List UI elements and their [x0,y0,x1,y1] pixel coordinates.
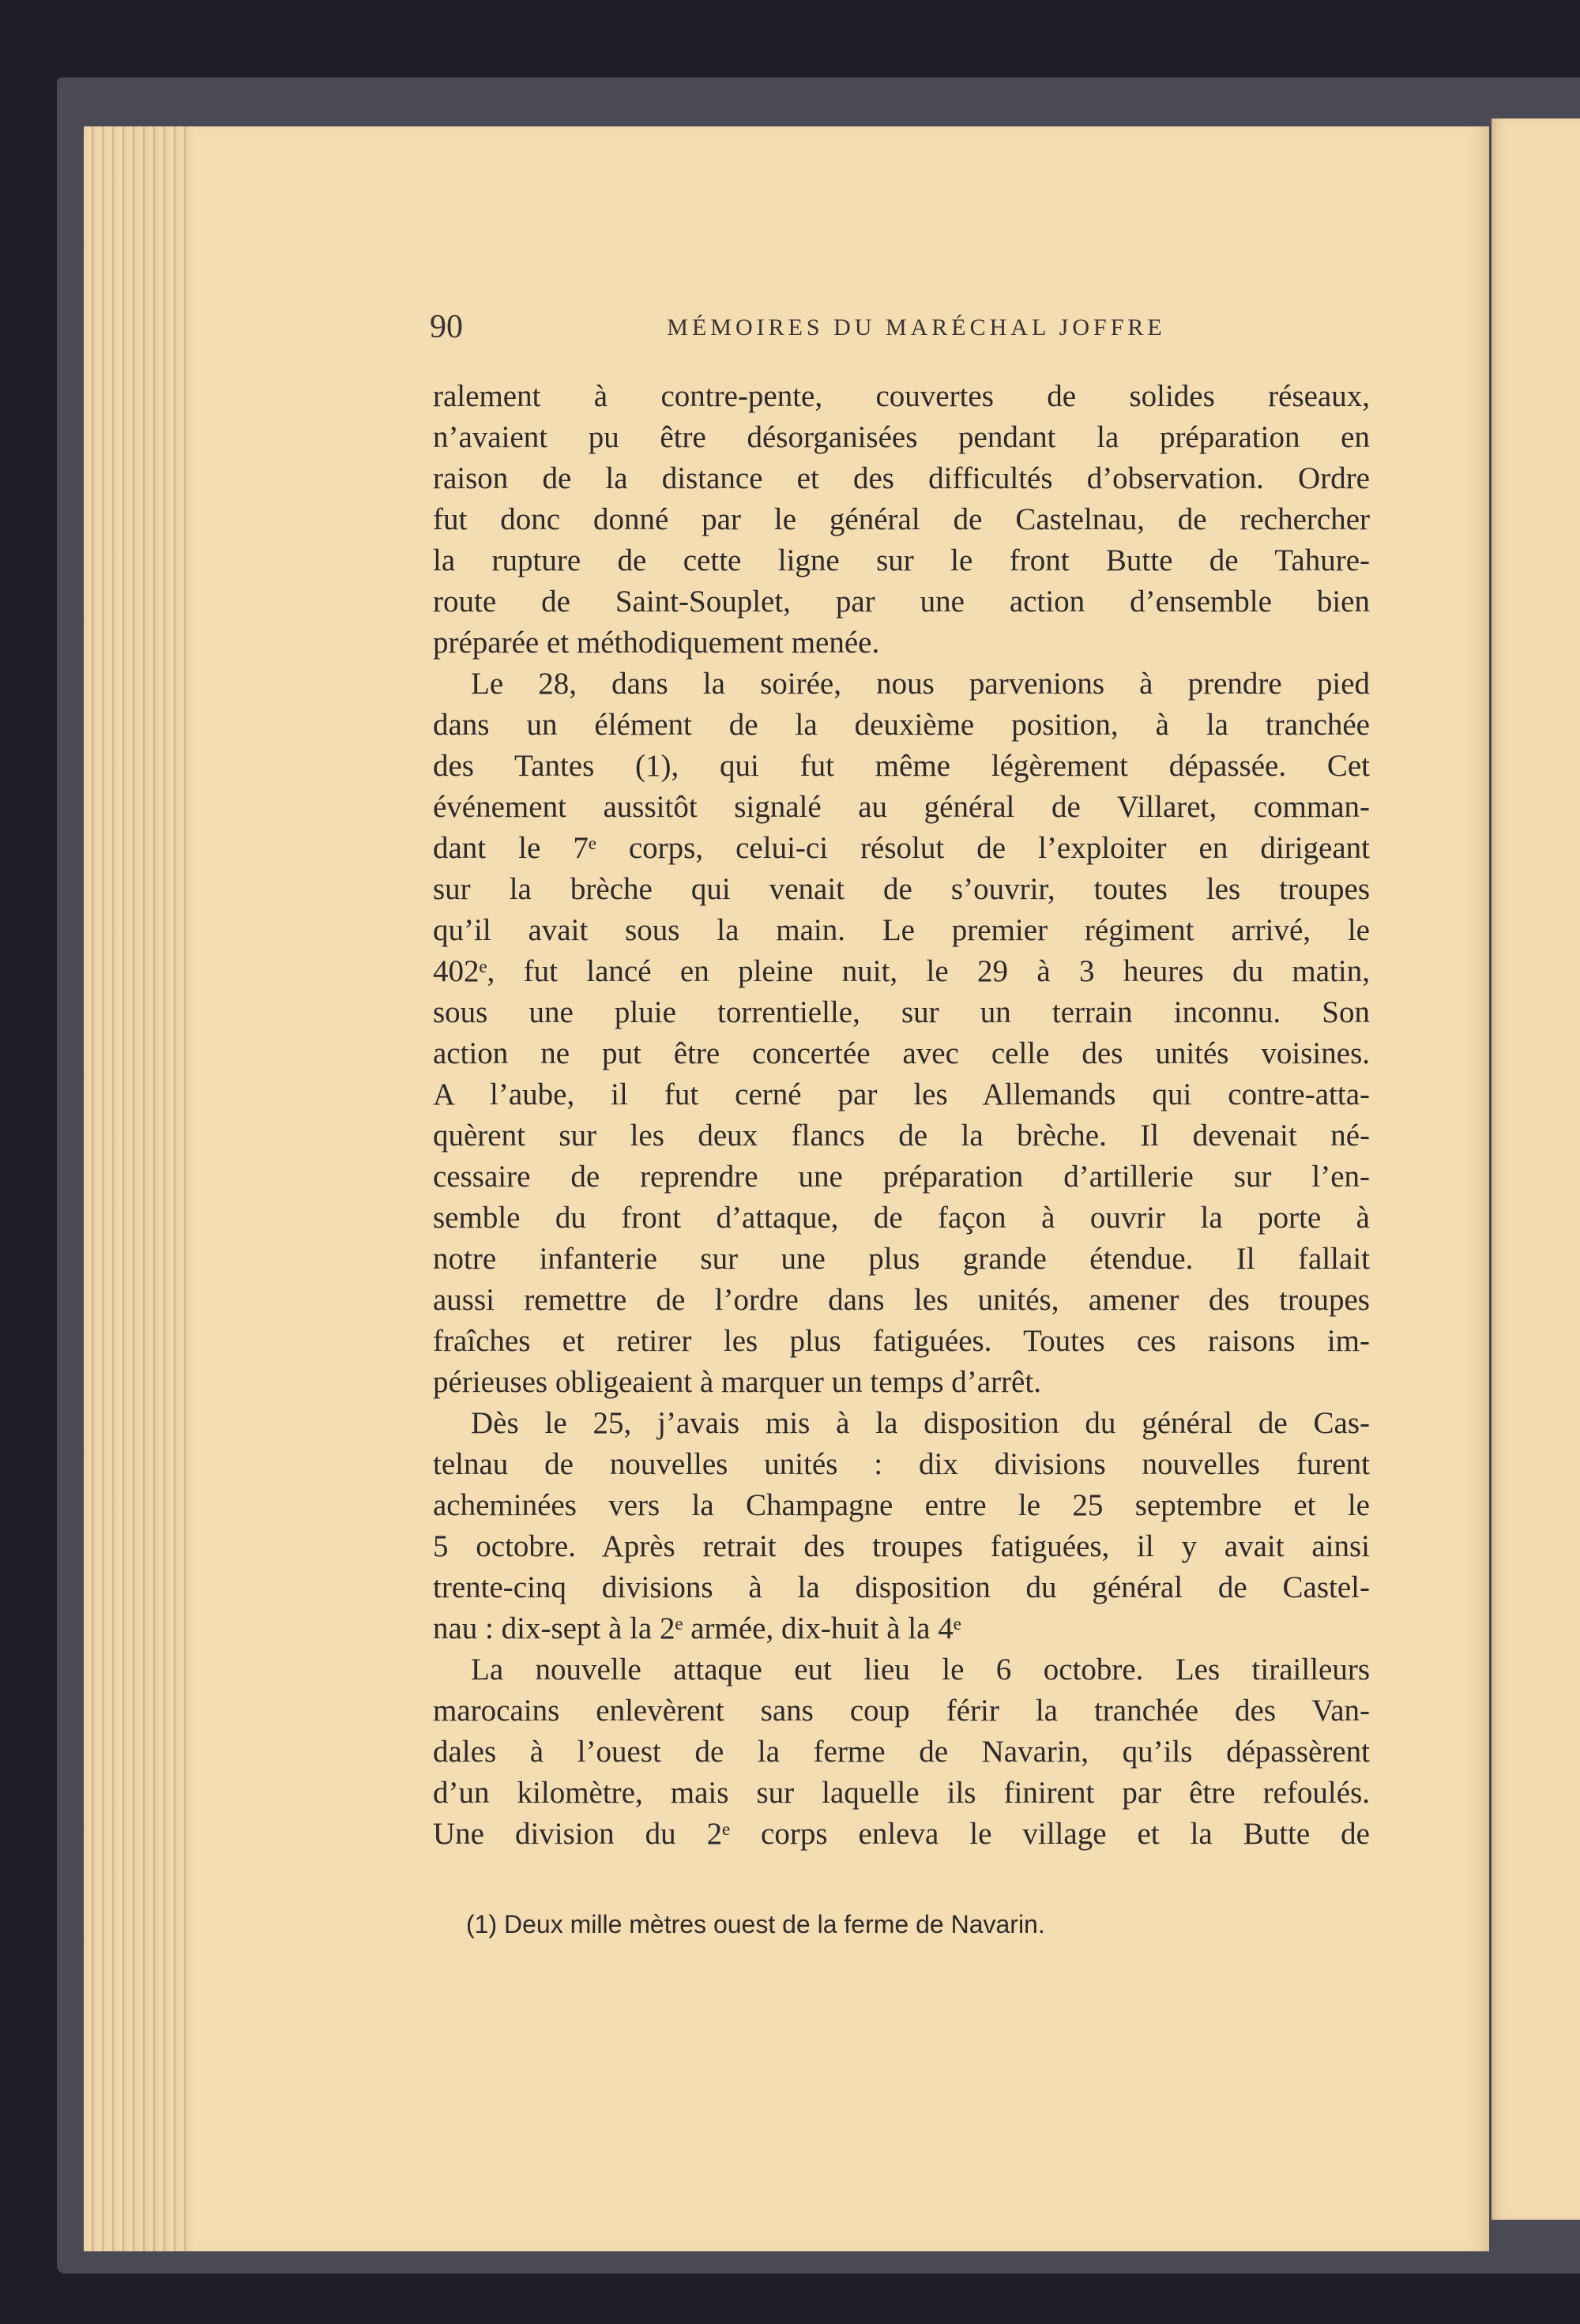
text-line: événement aussitôt signalé au général de Villaret, comman- [433,790,1370,824]
text-line: quèrent sur les deux flancs de la brèche. Il devenait né- [433,1119,1370,1153]
text-line: la rupture de cette ligne sur le front Butte de Tahure- [433,543,1370,577]
text-line: Dès le 25, j’avais mis à la disposition du général de Cas- [471,1406,1370,1440]
text-line: qu’il avait sous la main. Le premier régiment arrivé, le [433,913,1370,947]
text-line: préparée et méthodiquement menée. [433,626,880,660]
text-line: Le 28, dans la soirée, nous parvenions à prendre pied [471,667,1370,701]
text-line: raison de la distance et des difficultés d’observation. Ordre [433,461,1370,495]
text-line: telnau de nouvelles unités : dix divisions nouvelles furent [433,1447,1370,1481]
text-line: dant le 7ᵉ corps, celui-ci résolut de l’exploiter en dirigeant [433,831,1370,865]
text-line: trente-cinq divisions à la disposition du général de Castel- [433,1570,1370,1604]
text-line: 5 octobre. Après retrait des troupes fatiguées, il y avait ainsi [433,1529,1370,1563]
text-line: fut donc donné par le général de Castelnau, de rechercher [433,502,1370,536]
text-line: sur la brèche qui venait de s’ouvrir, toutes les troupes [433,872,1370,906]
text-line: acheminées vers la Champagne entre le 25 septembre et le [433,1488,1370,1522]
text-line: n’avaient pu être désorganisées pendant la préparation en [433,420,1370,454]
text-line: dans un élément de la deuxième position, à la tranchée [433,708,1370,742]
text-line: d’un kilomètre, mais sur laquelle ils finirent par être refoulés. [433,1776,1370,1810]
page-number: 90 [430,309,463,345]
text-line: nau : dix-sept à la 2ᵉ armée, dix-huit à la 4ᵉ [433,1611,961,1645]
text-line: semble du front d’attaque, de façon à ouvrir la porte à [433,1201,1370,1235]
facing-page [1492,118,1580,2220]
text-line: des Tantes (1), qui fut même légèrement dépassée. Cet [433,749,1370,783]
text-line: 402ᵉ, fut lancé en pleine nuit, le 29 à 3 heures du matin, [433,954,1370,988]
text-line: action ne put être concertée avec celle des unités voisines. [433,1036,1370,1070]
running-title: MÉMOIRES DU MARÉCHAL JOFFRE [667,314,1166,340]
text-line: marocains enlevèrent sans coup férir la tranchée des Van- [433,1694,1370,1728]
text-line: route de Saint-Souplet, par une action d’ensemble bien [433,585,1370,619]
text-line: La nouvelle attaque eut lieu le 6 octobre. Les tirailleurs [471,1653,1370,1687]
text-line: ralement à contre-pente, couvertes de solides réseaux, [433,379,1370,413]
footnote: (1) Deux mille mètres ouest de la ferme de Navarin. [466,1910,1045,1939]
text-line: notre infanterie sur une plus grande étendue. Il fallait [433,1242,1370,1276]
body-text [433,376,1370,1855]
page-header [430,308,1371,349]
text-line: Une division du 2ᵉ corps enleva le village et la Butte de [433,1817,1370,1851]
text-line: aussi remettre de l’ordre dans les unités, amener des troupes [433,1283,1370,1317]
text-line: A l’aube, il fut cerné par les Allemands qui contre-atta- [433,1077,1370,1111]
text-line: fraîches et retirer les plus fatiguées. Toutes ces raisons im- [433,1324,1370,1358]
page-edges [84,126,198,2251]
text-line: périeuses obligeaient à marquer un temps d’arrêt. [433,1365,1041,1399]
text-line: sous une pluie torrentielle, sur un terrain inconnu. Son [433,995,1370,1029]
text-line: cessaire de reprendre une préparation d’artillerie sur l’en- [433,1160,1370,1194]
text-line: dales à l’ouest de la ferme de Navarin, qu’ils dépassèrent [433,1735,1370,1769]
